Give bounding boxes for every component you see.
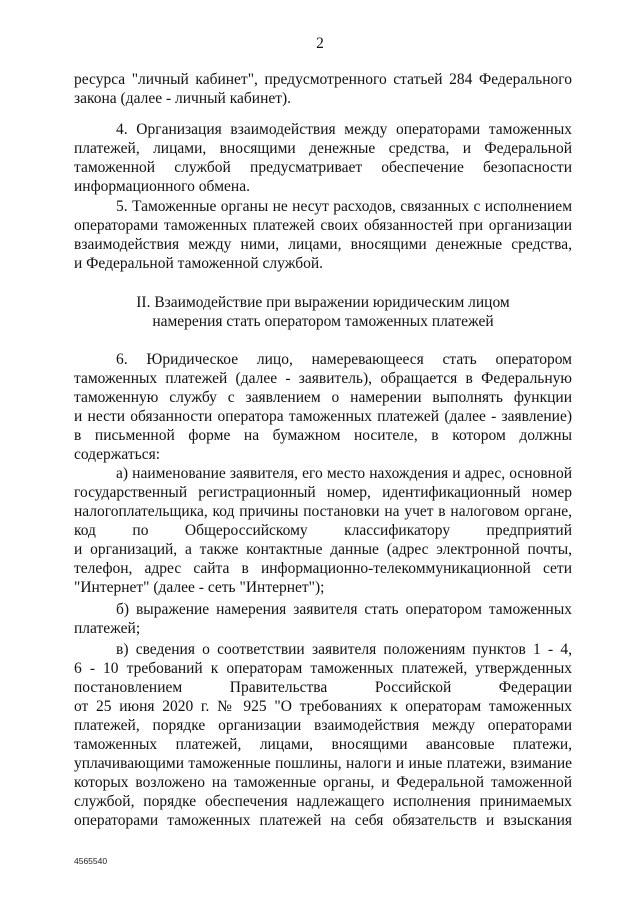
text-line: в) сведения о соответствии заявителя положениям пунктов 1 - 4, xyxy=(116,641,572,658)
text-line: б) выражение намерения заявителя стать оператором таможенных xyxy=(116,601,572,618)
text-line: закона (далее - личный кабинет). xyxy=(74,90,292,107)
text-line: взаимодействия между ними, лицами, вносящими денежные средства, xyxy=(74,236,572,253)
text-line: 5. Таможенные органы не несут расходов, связанных с исполнением xyxy=(116,198,572,215)
text-line: таможенных платежей (далее - заявитель), обращается в Федеральную xyxy=(74,370,572,387)
text-line: ресурса "личный кабинет", предусмотренного статьей 284 Федерального xyxy=(74,71,572,88)
text-line: которых возложено на таможенные органы, и Федеральной таможенной xyxy=(74,774,572,791)
text-line: а) наименование заявителя, его место нахождения и адрес, основной xyxy=(116,465,572,482)
text-line: содержаться: xyxy=(74,446,161,463)
text-line: и Федеральной таможенной службой. xyxy=(74,255,324,272)
text-line: операторами таможенных платежей своих обязанностей при организации xyxy=(74,217,572,234)
text-line: информационного обмена. xyxy=(74,178,250,195)
text-line: код по Общероссийскому классификатору предприятий xyxy=(74,522,572,539)
section-heading-line: намерения стать оператором таможенных платежей xyxy=(152,313,494,330)
text-line: платежей, лицами, вносящими денежные средства, и Федеральной xyxy=(74,140,572,157)
text-line: 6. Юридическое лицо, намеревающееся стать оператором xyxy=(116,351,572,368)
text-line: в письменной форме на бумажном носителе, в котором должны xyxy=(74,427,572,444)
text-line: платежей, порядке организации взаимодействия между операторами xyxy=(74,717,572,734)
text-line: операторами таможенных платежей на себя обязательств и взыскания xyxy=(74,812,572,829)
text-line: "Интернет" (далее - сеть "Интернет"); xyxy=(74,579,325,596)
text-line: уплачивающими таможенные пошлины, налоги и иные платежи, взимание xyxy=(74,755,572,772)
text-line: и нести обязанности оператора таможенных платежей (далее - заявление) xyxy=(74,408,572,425)
text-line: постановлением Правительства Российской Федерации xyxy=(74,679,572,696)
text-line: налогоплательщика, код причины постановки на учет в налоговом органе, xyxy=(74,503,572,520)
text-line: платежей; xyxy=(74,620,141,637)
text-line: и организаций, а также контактные данные (адрес электронной почты, xyxy=(74,541,572,558)
page-number: 2 xyxy=(316,35,324,52)
document-id: 4565540 xyxy=(74,856,108,866)
text-line: государственный регистрационный номер, идентификационный номер xyxy=(74,484,572,501)
text-line: 4. Организация взаимодействия между операторами таможенных xyxy=(116,121,572,138)
text-line: 6 - 10 требований к операторам таможенных платежей, утвержденных xyxy=(74,660,572,677)
text-line: таможенных платежей, лицами, вносящими авансовые платежи, xyxy=(74,736,572,753)
text-line: таможенную службу с заявлением о намерении выполнять функции xyxy=(74,389,572,406)
text-line: от 25 июня 2020 г. № 925 "О требованиях к операторам таможенных xyxy=(74,698,572,715)
section-heading-line: II. Взаимодействие при выражении юридическим лицом xyxy=(136,294,510,311)
text-line: телефон, адрес сайта в информационно-телекоммуникационной сети xyxy=(74,560,572,577)
text-line: службой, порядке обеспечения надлежащего исполнения принимаемых xyxy=(74,793,572,810)
text-line: таможенной службой предусматривает обеспечение безопасности xyxy=(74,159,572,176)
